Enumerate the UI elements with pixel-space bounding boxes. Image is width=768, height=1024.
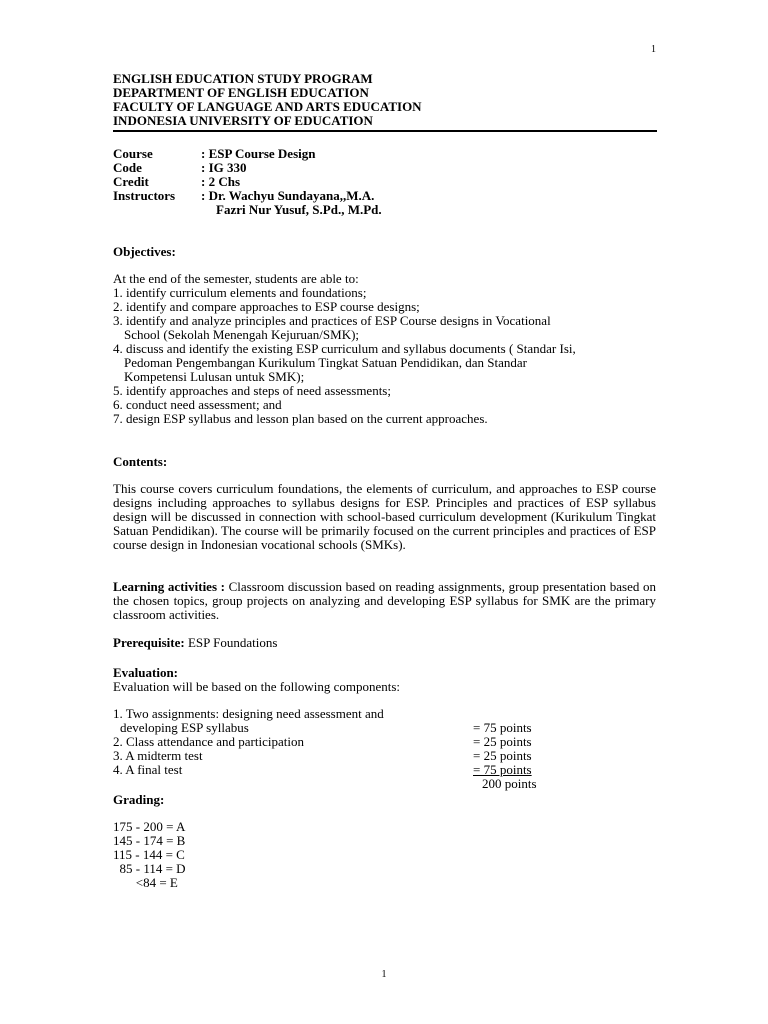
evaluation-intro: Evaluation will be based on the following components: — [113, 679, 401, 694]
objective-line: 1. identify curriculum elements and foundations; — [113, 285, 367, 300]
course-value: : ESP Course Design — [201, 146, 316, 161]
objectives-intro: At the end of the semester, students are able to: — [113, 271, 359, 286]
objective-line: 2. identify and compare approaches to ESP course designs; — [113, 299, 420, 314]
evaluation-item: 2. Class attendance and participation — [113, 734, 304, 749]
header-divider — [113, 130, 657, 132]
contents-paragraph: This course covers curriculum foundations, the elements of curriculum, and approaches to ESP course designs including approaches to syllabus designs for ESP. Principles and practices of ESP syllabus design will be discussed in connection with school-based curriculum development (Kurikulum Tingkat Satuan Pendidikan). The course will be primarily focused on the current principles and practices of ESP course design in Indonesian vocational schools (SMKs). — [113, 481, 656, 552]
instructor-2: Fazri Nur Yusuf, S.Pd., M.Pd. — [216, 202, 382, 217]
objective-line: School (Sekolah Menengah Kejuruan/SMK); — [124, 327, 360, 342]
objective-line: 6. conduct need assessment; and — [113, 397, 282, 412]
objective-line: 5. identify approaches and steps of need assessments; — [113, 383, 391, 398]
prerequisite-text: ESP Foundations — [184, 635, 278, 650]
grade-line: 145 - 174 = B — [113, 833, 186, 848]
evaluation-total: 200 points — [482, 776, 537, 791]
learning-activities-paragraph — [113, 580, 656, 622]
learning-activities-label: Learning activities : — [113, 579, 225, 594]
code-value: : IG 330 — [201, 160, 247, 175]
objective-line: 3. identify and analyze principles and practices of ESP Course designs in Vocational — [113, 313, 551, 328]
objective-line: 7. design ESP syllabus and lesson plan based on the current approaches. — [113, 411, 488, 426]
header-line-1: ENGLISH EDUCATION STUDY PROGRAM — [113, 71, 373, 86]
objective-line: Pedoman Pengembangan Kurikulum Tingkat Satuan Pendidikan, dan Standar — [124, 355, 527, 370]
grade-line: 115 - 144 = C — [113, 847, 185, 862]
objective-line: 4. discuss and identify the existing ESP curriculum and syllabus documents ( Standar Isi, — [113, 341, 576, 356]
grade-line: 85 - 114 = D — [113, 861, 186, 876]
grade-line: <84 = E — [113, 875, 178, 890]
instructor-1: : Dr. Wachyu Sundayana,,M.A. — [201, 188, 375, 203]
evaluation-points: = 25 points — [473, 748, 532, 763]
objective-line: Kompetensi Lulusan untuk SMK); — [124, 369, 305, 384]
learning-activities-text: Classroom discussion based on reading assignments, group presentation based on the chosen topics, group projects on analyzing and developing ESP syllabus for SMK are the primary classroom activities. — [113, 579, 656, 622]
evaluation-item: 3. A midterm test — [113, 748, 203, 763]
grading-heading: Grading: — [113, 792, 165, 807]
evaluation-points-underlined: = 75 points — [473, 762, 532, 777]
grade-line: 175 - 200 = A — [113, 819, 186, 834]
evaluation-points: = 25 points — [473, 734, 532, 749]
evaluation-item: 4. A final test — [113, 762, 183, 777]
header-line-2: DEPARTMENT OF ENGLISH EDUCATION — [113, 85, 369, 100]
course-label: Course — [113, 146, 153, 161]
page-number-bottom: 1 — [381, 969, 387, 980]
evaluation-points: = 75 points — [473, 720, 532, 735]
page-number-top: 1 — [651, 44, 656, 55]
evaluation-item-cont: developing ESP syllabus — [120, 720, 249, 735]
prerequisite-paragraph — [113, 636, 656, 650]
credit-value: : 2 Chs — [201, 174, 241, 189]
contents-heading: Contents: — [113, 454, 168, 469]
evaluation-item: 1. Two assignments: designing need assessment and — [113, 706, 384, 721]
credit-label: Credit — [113, 174, 149, 189]
code-label: Code — [113, 160, 142, 175]
evaluation-heading: Evaluation: — [113, 665, 179, 680]
header-line-3: FACULTY OF LANGUAGE AND ARTS EDUCATION — [113, 99, 422, 114]
header-line-4: INDONESIA UNIVERSITY OF EDUCATION — [113, 113, 373, 128]
objectives-heading: Objectives: — [113, 244, 176, 259]
prerequisite-label: Prerequisite: — [113, 635, 185, 650]
instructors-label: Instructors — [113, 188, 176, 203]
